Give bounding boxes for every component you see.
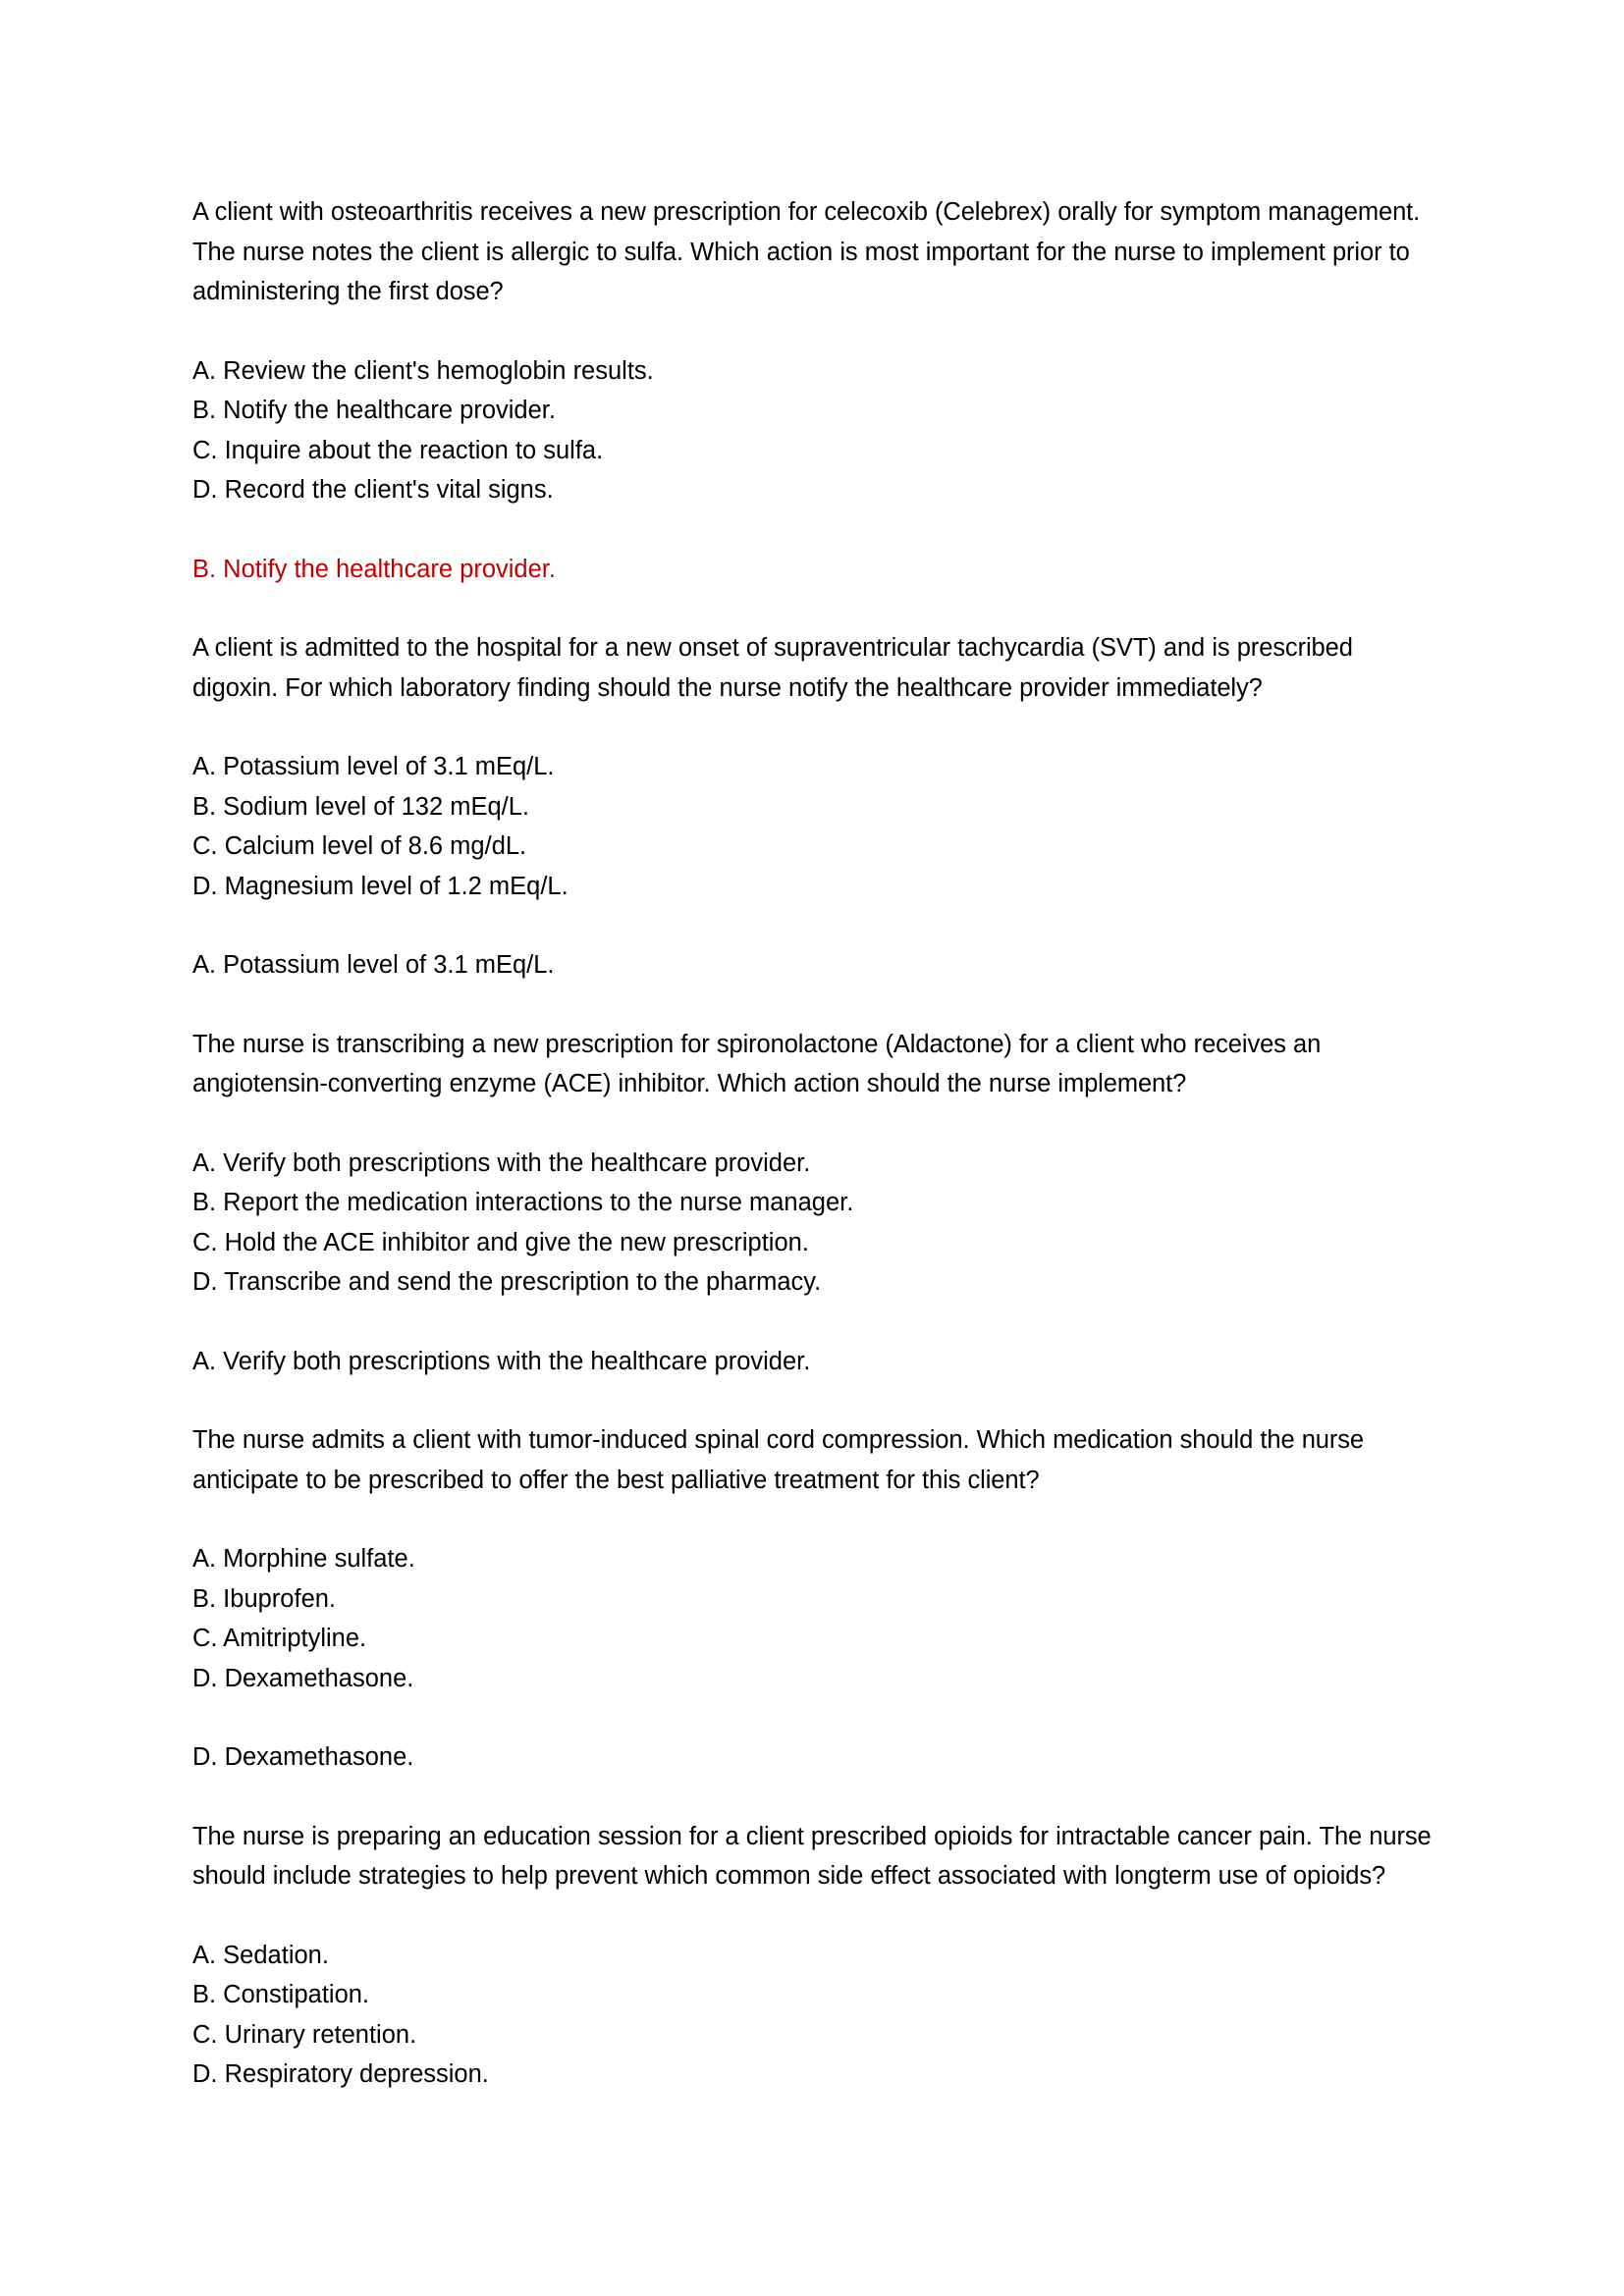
option-d[interactable]: D. Record the client's vital signs.	[192, 476, 554, 504]
answer-options-list	[192, 1144, 1432, 1303]
answer-line: D. Dexamethasone.	[192, 1743, 414, 1771]
option-a[interactable]: A. Verify both prescriptions with the healthcare provider.	[192, 1148, 811, 1177]
option-c[interactable]: C. Amitriptyline.	[192, 1625, 367, 1652]
answer-options-list	[192, 1539, 1432, 1698]
question-stem: The nurse is transcribing a new prescription for spironolactone (Aldactone) for a client who receives an angiotensin-converting enzyme (ACE) inhibitor. Which action should the nurse implement?	[192, 1030, 1322, 1097]
block-spacer	[192, 1381, 1432, 1420]
option-c[interactable]: C. Urinary retention.	[192, 2020, 417, 2049]
option-d[interactable]: D. Magnesium level of 1.2 mEq/L.	[192, 872, 568, 900]
option-b[interactable]: B. Ibuprofen.	[192, 1584, 337, 1613]
answer-options-list	[192, 1936, 1432, 2095]
answer-options-list	[192, 747, 1432, 906]
document-body	[192, 192, 1432, 2095]
block-spacer	[192, 589, 1432, 628]
option-a[interactable]: A. Potassium level of 3.1 mEq/L.	[192, 753, 555, 780]
answer-options-list	[192, 351, 1432, 510]
question-block-5	[192, 1817, 1432, 2095]
question-stem: A client is admitted to the hospital for a new onset of supraventricular tachycardia (SVT) and is prescribed digoxin. For which laboratory finding should the nurse notify the healthcare provider immediately?	[192, 634, 1353, 702]
option-b[interactable]: B. Sodium level of 132 mEq/L.	[192, 792, 530, 821]
block-spacer	[192, 986, 1432, 1025]
option-b[interactable]: B. Report the medication interactions to the nurse manager.	[192, 1189, 854, 1216]
question-block-2	[192, 628, 1432, 986]
option-c[interactable]: C. Inquire about the reaction to sulfa.	[192, 436, 604, 464]
block-spacer	[192, 1778, 1432, 1817]
answer-line: B. Notify the healthcare provider.	[192, 555, 556, 583]
option-a[interactable]: A. Sedation.	[192, 1941, 329, 1969]
question-block-3	[192, 1025, 1432, 1382]
option-b[interactable]: B. Constipation.	[192, 1981, 370, 2008]
answer-line: A. Verify both prescriptions with the healthcare provider.	[192, 1347, 811, 1375]
option-d[interactable]: D. Dexamethasone.	[192, 1664, 414, 1692]
option-a[interactable]: A. Review the client's hemoglobin results.	[192, 356, 654, 385]
option-d[interactable]: D. Respiratory depression.	[192, 2060, 489, 2088]
option-c[interactable]: C. Hold the ACE inhibitor and give the new prescription.	[192, 1228, 809, 1256]
question-block-1	[192, 192, 1432, 589]
option-c[interactable]: C. Calcium level of 8.6 mg/dL.	[192, 832, 527, 860]
option-a[interactable]: A. Morphine sulfate.	[192, 1545, 415, 1573]
question-stem: The nurse is preparing an education session for a client prescribed opioids for intractable cancer pain. The nurse should include strategies to help prevent which common side effect associated with longterm use of opioids?	[192, 1822, 1432, 1890]
question-block-4	[192, 1420, 1432, 1778]
option-d[interactable]: D. Transcribe and send the prescription to the pharmacy.	[192, 1268, 822, 1296]
question-stem: A client with osteoarthritis receives a new prescription for celecoxib (Celebrex) orally for symptom management. The nurse notes the client is allergic to sulfa. Which action is most important for the nurse to implement prior to administering the first dose?	[192, 198, 1421, 305]
question-stem: The nurse admits a client with tumor-induced spinal cord compression. Which medication should the nurse anticipate to be prescribed to offer the best palliative treatment for this client?	[192, 1426, 1364, 1494]
answer-line: A. Potassium level of 3.1 mEq/L.	[192, 951, 555, 979]
option-b[interactable]: B. Notify the healthcare provider.	[192, 397, 556, 424]
